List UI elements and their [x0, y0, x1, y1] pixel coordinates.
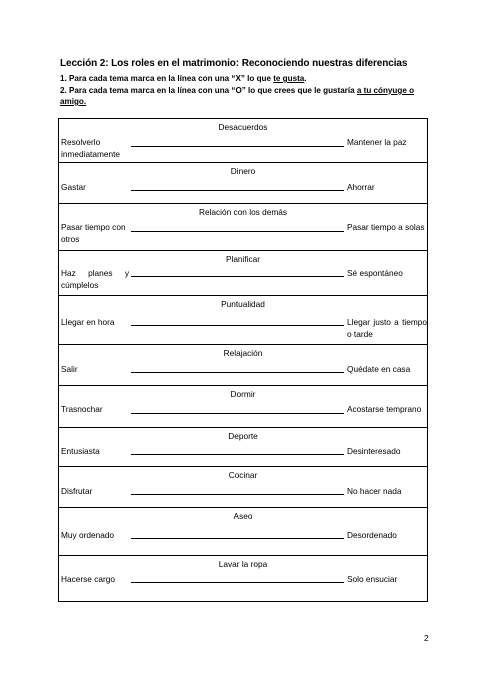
- topic-label: Aseo: [233, 511, 253, 521]
- topic-label: Relación con los demás: [198, 207, 288, 217]
- left-option: Gastar: [61, 182, 86, 192]
- left-option: Trasnochar: [61, 404, 103, 414]
- topic-label: Dinero: [230, 166, 256, 176]
- right-option: Ahorrar: [347, 182, 375, 192]
- right-option: No hacer nada: [347, 486, 402, 496]
- right-option: Acostarse temprano: [347, 404, 422, 414]
- answer-line[interactable]: [131, 231, 344, 232]
- table-row-relajacion: [59, 345, 427, 386]
- answer-line[interactable]: [131, 538, 344, 539]
- answer-line[interactable]: [131, 494, 344, 495]
- table-row-planificar: [59, 251, 427, 296]
- answer-line[interactable]: [131, 582, 344, 583]
- topic-label: Cocinar: [228, 470, 258, 480]
- left-option: Pasar tiempo con otros: [61, 222, 126, 244]
- right-option: Quédate en casa: [347, 364, 411, 374]
- topic-label: Puntualidad: [221, 299, 265, 309]
- table-row-dormir: [59, 386, 427, 428]
- topic-label: Dormir: [230, 389, 256, 399]
- page-number: 2: [424, 633, 429, 643]
- table-row-aseo: [59, 508, 427, 556]
- right-option: Llegar justo a tiempo o tarde: [347, 317, 427, 339]
- right-option: Solo ensuciar: [347, 574, 398, 584]
- topic-label: Lavar la ropa: [218, 559, 268, 569]
- left-option: Salir: [61, 364, 78, 374]
- answer-line[interactable]: [131, 325, 344, 326]
- left-option: Hacerse cargo: [61, 574, 115, 584]
- table-row-desacuerdos: [59, 119, 427, 163]
- answer-line[interactable]: [131, 454, 344, 455]
- topic-label: Relajación: [223, 348, 263, 358]
- left-option: Resolverlo inmediatamente: [61, 137, 121, 159]
- right-option: Desordenado: [347, 530, 397, 540]
- right-option: Mantener la paz: [347, 137, 407, 147]
- preferences-table: [58, 118, 428, 602]
- right-option: Desinteresado: [347, 446, 401, 456]
- answer-line[interactable]: [131, 190, 344, 191]
- topic-label: Deporte: [228, 431, 258, 441]
- topic-label: Desacuerdos: [218, 122, 268, 132]
- left-option: Disfrutar: [61, 486, 93, 496]
- right-option: Sé espontáneo: [347, 268, 403, 278]
- instruction-one: 1. Para cada tema marca en la línea con una “X” lo que te gusta.: [60, 74, 307, 83]
- instruction-two: 2. Para cada tema marca en la línea con una “O” lo que crees que le gustaría a tu cónyuge o amigo.: [60, 86, 415, 106]
- answer-line[interactable]: [131, 146, 344, 147]
- answer-line[interactable]: [131, 276, 344, 277]
- page-title: Lección 2: Los roles en el matrimonio: Reconociendo nuestras diferencias: [60, 58, 408, 69]
- left-option: Llegar en hora: [61, 317, 115, 327]
- answer-line[interactable]: [131, 372, 344, 373]
- left-option: Entusiasta: [61, 446, 100, 456]
- answer-line[interactable]: [131, 413, 344, 414]
- table-row-lavar-ropa: [59, 556, 427, 601]
- table-row-relacion: [59, 204, 427, 251]
- table-row-deporte: [59, 428, 427, 467]
- table-row-puntualidad: [59, 296, 427, 345]
- left-option: Muy ordenado: [61, 530, 115, 540]
- left-option: Haz planes y cúmplelos: [61, 268, 129, 290]
- table-row-dinero: [59, 163, 427, 204]
- table-row-cocinar: [59, 467, 427, 508]
- right-option: Pasar tiempo a solas: [347, 222, 425, 232]
- topic-label: Planificar: [225, 254, 261, 264]
